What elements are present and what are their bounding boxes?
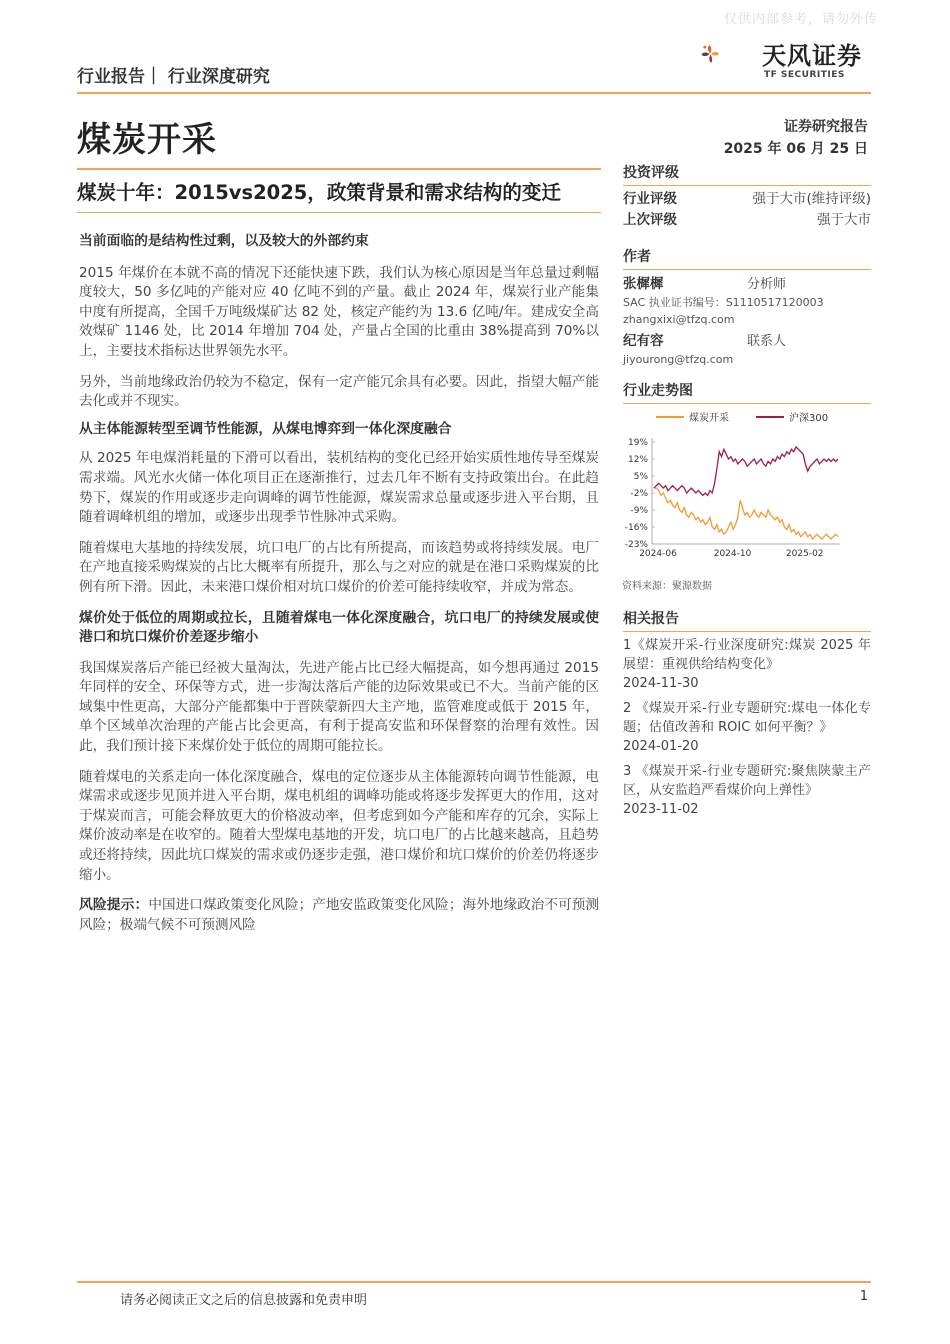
y-tick-label: -16% bbox=[624, 523, 648, 533]
rating-value: 强于大市 bbox=[817, 212, 871, 228]
authors-panel bbox=[623, 246, 871, 368]
x-tick-label: 2024-10 bbox=[713, 549, 752, 559]
flower-logo-icon bbox=[701, 45, 719, 63]
author-email[interactable]: jiyourong@tfzq.com bbox=[623, 353, 734, 366]
y-tick-label: -9% bbox=[630, 506, 648, 516]
series-line bbox=[654, 447, 838, 496]
report-body bbox=[79, 232, 599, 935]
chart-plot bbox=[654, 447, 838, 539]
related-title: 相关报告 bbox=[623, 608, 871, 632]
headline-bottom-divider bbox=[77, 212, 601, 213]
author-1 bbox=[623, 275, 871, 294]
chart-source: 资料来源：聚源数据 bbox=[622, 581, 712, 592]
author-2 bbox=[623, 332, 871, 351]
paragraph: 另外，当前地缘政治仍较为不稳定，保有一定产能冗余具有必要。因此，指望大幅产能去化或并不现实。 bbox=[79, 373, 599, 410]
trend-chart bbox=[622, 404, 848, 564]
brand-name-en: TF SECURITIES bbox=[764, 70, 845, 80]
y-tick-label: -2% bbox=[630, 489, 648, 499]
section-title-2: 从主体能源转型至调节性能源，从煤电博弈到一体化深度融合 bbox=[79, 420, 452, 437]
report-headline: 煤炭十年：2015vs2025，政策背景和需求结构的变迁 bbox=[77, 181, 561, 204]
chart-axes bbox=[625, 438, 840, 559]
paragraph: 随着煤电大基地的持续发展，坑口电厂的占比有所提高，而该趋势或将持续发展。电厂在产地直接采购煤炭的占比大概率有所提升，那么与之对应的就是在港口采购煤炭的比例有所下滑。因此，未来港口煤价相对坑口煤价的价差可能持续收窄，并成为常态。 bbox=[79, 539, 599, 595]
paragraph: 2015 年煤价在本就不高的情况下还能快速下跌，我们认为核心原因是当年总量过剩幅度较大，50 多亿吨的产能对应 40 亿吨不到的产量。截止 2024 年，煤炭行业产能集中度有所提高，全国千万吨级煤矿达 82 处，核定产能约为 13.6 亿吨/年。建成安全高效煤矿 1146 处，比 2014 年增加 704 处，产量占全国的比重由 38%提高到 70%以上，主要技术指标达世界领先水平。 bbox=[79, 264, 599, 359]
header-divider bbox=[77, 92, 871, 94]
series-line bbox=[654, 488, 838, 539]
brand-logo bbox=[700, 24, 760, 84]
trend-panel bbox=[623, 380, 871, 404]
related-report-date: 2024-11-30 bbox=[623, 676, 699, 691]
section-title-3: 煤价处于低位的周期或拉长，且随着煤电一体化深度融合，坑口电厂的持续发展或使港口和坑口煤价价差逐步缩小 bbox=[79, 609, 599, 646]
paragraph: 随着煤电的关系走向一体化深度融合，煤电的定位逐步从主体能源转向调节性能源，电煤需求或逐步见顶并进入平台期，煤电机组的调峰功能或将逐步发挥更大的作用，这对于煤炭而言，可能会释放更大的价格波动率，但考虑到如今产能和库存的冗余，实际上煤价波动率是在收窄的。随着大型煤电基地的开发，坑口电厂的占比越来越高，且趋势或还将持续，因此坑口煤炭的需求或仍逐步走强，港口煤价和坑口煤价的价差仍将逐步缩小。 bbox=[79, 768, 599, 883]
author-role: 联系人 bbox=[747, 334, 787, 349]
related-report-date: 2024-01-20 bbox=[623, 739, 699, 754]
author-role: 分析师 bbox=[747, 277, 787, 292]
chart-legend bbox=[656, 411, 828, 424]
legend-label: 煤炭开采 bbox=[689, 413, 729, 424]
author-cert: SAC 执业证书编号：S1110517120003 bbox=[623, 296, 824, 309]
rating-panel bbox=[623, 162, 871, 231]
author-name: 张樨樨 bbox=[623, 276, 664, 292]
page-number: 1 bbox=[859, 1289, 868, 1304]
author-name: 纪有容 bbox=[623, 333, 664, 349]
risk-warning bbox=[79, 896, 599, 935]
industry-title: 煤炭开采 bbox=[77, 120, 217, 160]
brand-name-cn: 天风证券 bbox=[762, 42, 862, 70]
related-report-3[interactable]: 3 《煤炭开采-行业专题研究:聚焦陕蒙主产区，从安监趋严看煤价向上弹性》 bbox=[623, 764, 871, 798]
paragraph: 我国煤炭落后产能已经被大量淘汰，先进产能占比已经大幅提高，如今想再通过 2015 年同样的安全、环保等方式，进一步淘汰落后产能的边际效果或已不大。当前产能的区域集中性更高，大部分产能都集中于晋陕蒙新四大主产地，监管难度或低于 2015 年，单个区域单次治理的产能占比会更高，有利于提高安监和环保督察的治理有效性。因此，我们预计接下来煤价处于低位的周期可能拉长。 bbox=[79, 659, 599, 755]
y-tick-label: 5% bbox=[633, 472, 648, 482]
rating-title: 投资评级 bbox=[623, 162, 871, 186]
rating-label: 行业评级 bbox=[623, 191, 677, 207]
y-tick-label: -23% bbox=[624, 540, 648, 550]
paragraph: 从 2025 年电煤消耗量的下滑可以看出，装机结构的变化已经开始实质性地传导至煤炭需求端。风光水火储一体化项目正在逐渐推行，过去几年不断有支持政策出台。在此趋势下，煤炭的作用或逐步走向调峰的调节性能源，煤炭需求总量或逐步进入平台期，且随着调峰机组的增加，或逐步出现季节性脉冲式采购。 bbox=[79, 450, 599, 526]
footer-divider bbox=[77, 1281, 871, 1283]
risk-text: 中国进口煤政策变化风险；产地安监政策变化风险；海外地缘政治不可预测风险；极端气候不可预测风险 bbox=[79, 897, 599, 933]
report-type: 证券研究报告 bbox=[784, 119, 868, 135]
risk-label: 风险提示： bbox=[79, 897, 149, 914]
watermark: 仅供内部参考，请勿外传 bbox=[723, 12, 878, 27]
report-category: 行业报告｜ 行业深度研究 bbox=[77, 67, 270, 87]
x-tick-label: 2024-06 bbox=[639, 549, 677, 559]
rating-value: 强于大市(维持评级) bbox=[752, 191, 871, 207]
authors-title: 作者 bbox=[623, 246, 871, 270]
section-title-1: 当前面临的是结构性过剩，以及较大的外部约束 bbox=[79, 233, 369, 249]
related-report-date: 2023-11-02 bbox=[623, 802, 699, 817]
rating-row-previous bbox=[623, 210, 871, 231]
rating-row-industry bbox=[623, 189, 871, 210]
related-reports bbox=[623, 608, 871, 825]
report-date: 2025 年 06 月 25 日 bbox=[723, 141, 868, 157]
y-tick-label: 12% bbox=[627, 455, 648, 465]
related-report-2[interactable]: 2 《煤炭开采-行业专题研究:煤电一体化专题；估值改善和 ROIC 如何平衡？》 bbox=[623, 701, 871, 735]
related-report-1[interactable]: 1《煤炭开采-行业深度研究:煤炭 2025 年展望：重视供给结构变化》 bbox=[623, 638, 871, 672]
x-tick-label: 2025-02 bbox=[785, 549, 824, 559]
y-tick-label: 19% bbox=[627, 438, 648, 448]
trend-title: 行业走势图 bbox=[623, 380, 871, 404]
rating-label: 上次评级 bbox=[623, 212, 677, 228]
headline-top-divider bbox=[77, 168, 601, 170]
author-email[interactable]: zhangxixi@tfzq.com bbox=[623, 313, 735, 326]
footer-disclaimer[interactable]: 请务必阅读正文之后的信息披露和免责申明 bbox=[120, 1293, 368, 1308]
legend-label: 沪深300 bbox=[789, 413, 829, 424]
